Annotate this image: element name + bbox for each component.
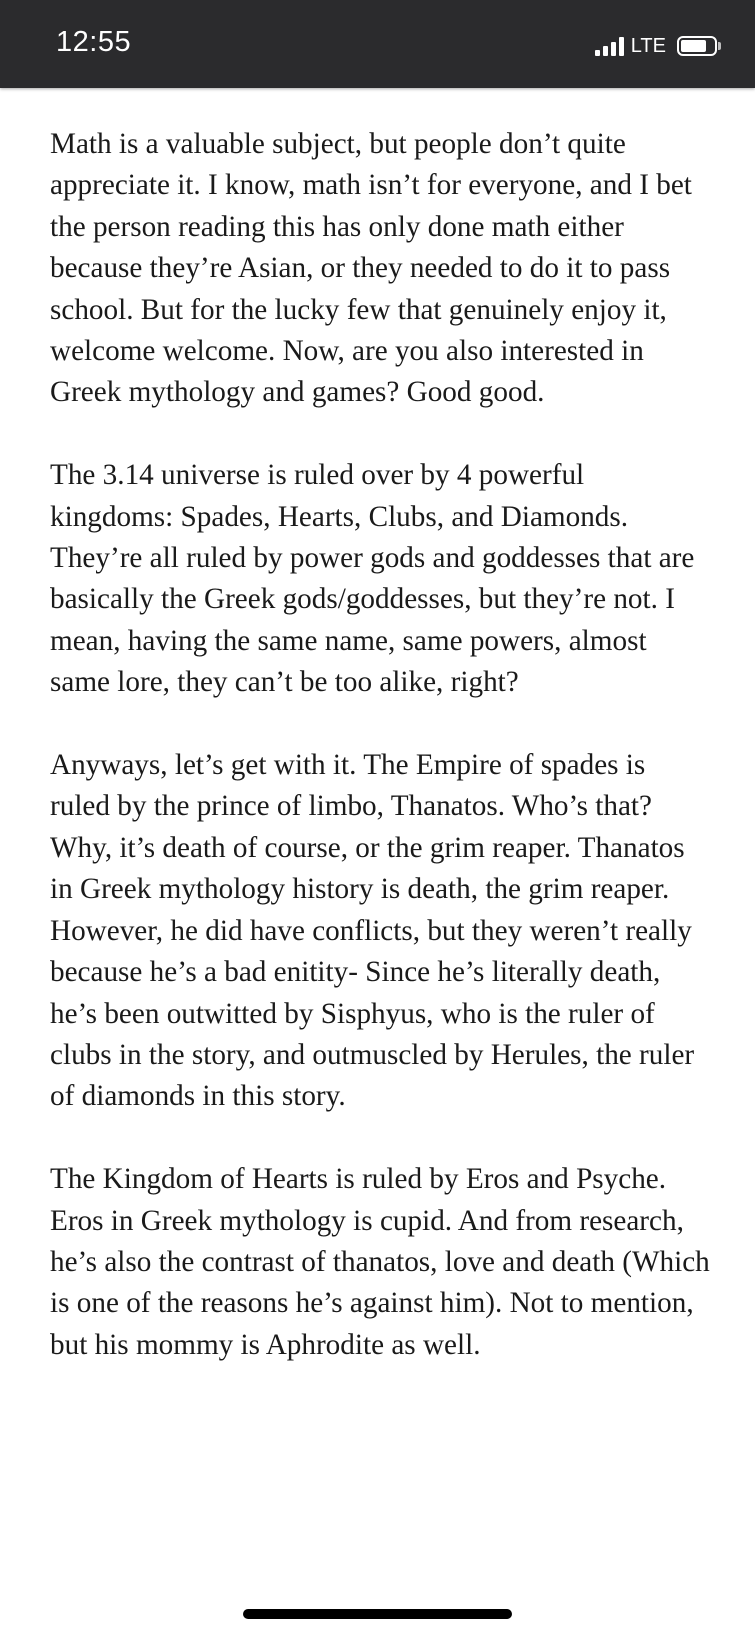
- status-time: 12:55: [56, 26, 132, 58]
- article-paragraph-2: The 3.14 universe is ruled over by 4 powerful kingdoms: Spades, Hearts, Clubs, and Diamonds. They’re all ruled by power gods and goddesses that are basically the Greek gods/goddesses, but they’re not. I mean, having the same name, same powers, almost same lore, they can’t be too alike, right?: [50, 459, 695, 699]
- article-paragraph-4: The Kingdom of Hearts is ruled by Eros and Psyche. Eros in Greek mythology is cupid. And from research, he’s also the contrast of thanatos, love and death (Which is one of the reasons he’s against him). Not to mention, but his mommy is Aphrodite as well.: [50, 1163, 710, 1361]
- battery-icon: [677, 36, 717, 56]
- status-indicators: [595, 33, 721, 59]
- status-bar: [0, 0, 755, 88]
- network-type-label: LTE: [630, 35, 666, 57]
- article-body: [50, 124, 710, 1408]
- battery-tip-icon: [718, 42, 721, 50]
- home-indicator[interactable]: [243, 1609, 512, 1619]
- article-paragraph-3: Anyways, let’s get with it. The Empire of spades is ruled by the prince of limbo, Thanatos. Who’s that? Why, it’s death of course, or the grim reaper. Thanatos in Greek mythology history is death, the grim reaper. However, he did have conflicts, but they weren’t really because he’s a bad enitity- Since he’s literally death, he’s been outwitted by Sisphyus, who is the ruler of clubs in the story, and outmuscled by Herules, the ruler of diamonds in this story.: [50, 749, 695, 1113]
- article-paragraph-1: Math is a valuable subject, but people don’t quite appreciate it. I know, math isn’t for everyone, and I bet the person reading this has only done math either because they’re Asian, or they needed to do it to pass school. But for the lucky few that genuinely enjoy it, welcome welcome. Now, are you also interested in Greek mythology and games? Good good.: [50, 128, 692, 409]
- signal-icon: [595, 36, 624, 56]
